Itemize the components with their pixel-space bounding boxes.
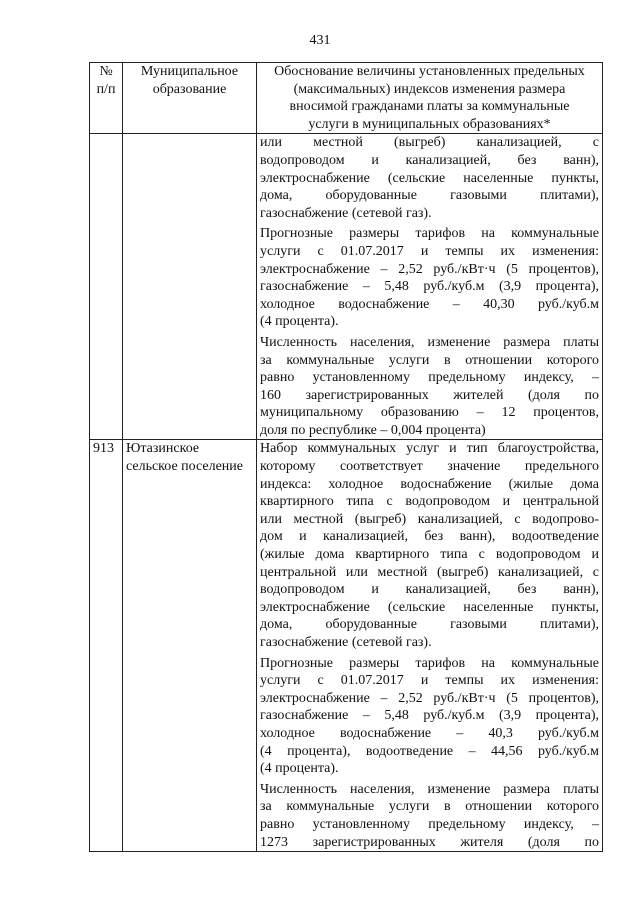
header-line: (максимальных) индексов изменения размера [293,81,566,97]
text-line: услуги с 01.07.2017 и темпы их изменения: [260,243,599,259]
text-line: или местной (выгреб) канализацией, с водопрово- [260,511,599,527]
text-line: равно установленному предельному индексу, – [260,370,599,386]
cell-justification [257,440,603,852]
text-line: Численность населения, изменение размера платы [260,334,599,350]
cell-municipality [123,134,257,440]
table-header-row [90,63,603,134]
text-line: равно установленному предельному индексу, – [260,816,599,832]
text-line: центральной или местной (выгреб) канализацией, с [260,564,599,580]
header-line: вносимой гражданами платы за коммунальные [289,99,570,115]
text-line: которому соответствует значение предельного [260,459,599,475]
paragraph-population [260,334,599,440]
cell-justification [257,134,603,440]
text-line: Численность населения, изменение размера платы [260,781,599,797]
text-line: Прогнозные размеры тарифов на коммунальные [260,655,599,671]
tariff-index-table [89,62,603,852]
text-line: холодное водоснабжение – 40,30 руб./куб.м [260,296,599,312]
paragraph-services [260,134,599,222]
text-line: газоснабжение (сетевой газ). [260,635,432,650]
paragraph-population [260,781,599,851]
text-line: газоснабжение – 5,48 руб./куб.м (3,9 процента), [260,708,599,724]
header-line: Муниципальное [140,64,239,79]
text-line: дом и канализацией, без ванн), водоотведение [260,529,599,545]
text-line: газоснабжение – 5,48 руб./куб.м (3,9 процента), [260,279,599,295]
header-line: образование [152,81,227,97]
header-municipality [123,63,257,134]
text-line: или местной (выгреб) канализацией, с [260,135,599,151]
text-line: электроснабжение – 2,52 руб./кВт·ч (5 процентов), [260,261,599,277]
text-line: индекса: холодное водоснабжение (жилые дома [260,476,599,492]
header-justification [257,63,603,134]
cell-number: 913 [90,440,123,852]
text-line: (4 процента). [260,761,339,777]
header-number [90,63,123,134]
text-line: Набор коммунальных услуг и тип благоустройства, [260,441,599,457]
text-line: муниципальному образованию – 12 процентов, [260,405,599,421]
text-line: (жилые дома квартирного типа с водопроводом и [260,547,599,563]
text-line: 1273 зарегистрированных жителя (доля по [260,834,599,850]
municipality-line: сельское поселение [126,459,243,475]
text-line: дома, оборудованные газовыми плитами), [260,188,599,204]
text-line: доля по республике – 0,004 процента) [260,422,486,438]
text-line: водопроводом и канализацией, без ванн), [260,582,599,598]
cell-municipality [123,440,257,852]
text-line: услуги с 01.07.2017 и темпы их изменения: [260,673,599,689]
header-line: услуги в муниципальных образованиях* [308,116,551,132]
text-line: 160 зарегистрированных жителей (доля по [260,387,599,403]
text-line: (4 процента), водоотведение – 44,56 руб./куб.м [260,743,599,759]
text-line: за коммунальные услуги в отношении которого [260,799,599,815]
cell-number [90,134,123,440]
text-line: электроснабжение (сельские населенные пункты, [260,599,599,615]
page-number: 431 [309,33,331,48]
text-line: водопроводом и канализацией, без ванн), [260,152,599,168]
text-line: дома, оборудованные газовыми плитами), [260,617,599,633]
table-row-continued [90,134,603,440]
text-line: (4 процента). [260,314,339,330]
header-line: п/п [96,81,116,97]
paragraph-services [260,440,599,651]
text-line: Прогнозные размеры тарифов на коммунальные [260,226,599,242]
text-line: за коммунальные услуги в отношении которого [260,352,599,368]
municipality-line: Ютазинское [126,441,200,457]
header-line: № [99,64,113,79]
text-line: газоснабжение (сетевой газ). [260,205,432,221]
text-line: электроснабжение – 2,52 руб./кВт·ч (5 процентов), [260,690,599,706]
text-line: электроснабжение (сельские населенные пункты, [260,170,599,186]
paragraph-tariffs [260,225,599,331]
text-line: холодное водоснабжение – 40,3 руб./куб.м [260,725,599,741]
table-row-913 [90,440,603,852]
header-line: Обоснование величины установленных предельных [274,64,585,79]
paragraph-tariffs [260,655,599,778]
text-line: квартирного типа с водопроводом и центральной [260,494,599,510]
